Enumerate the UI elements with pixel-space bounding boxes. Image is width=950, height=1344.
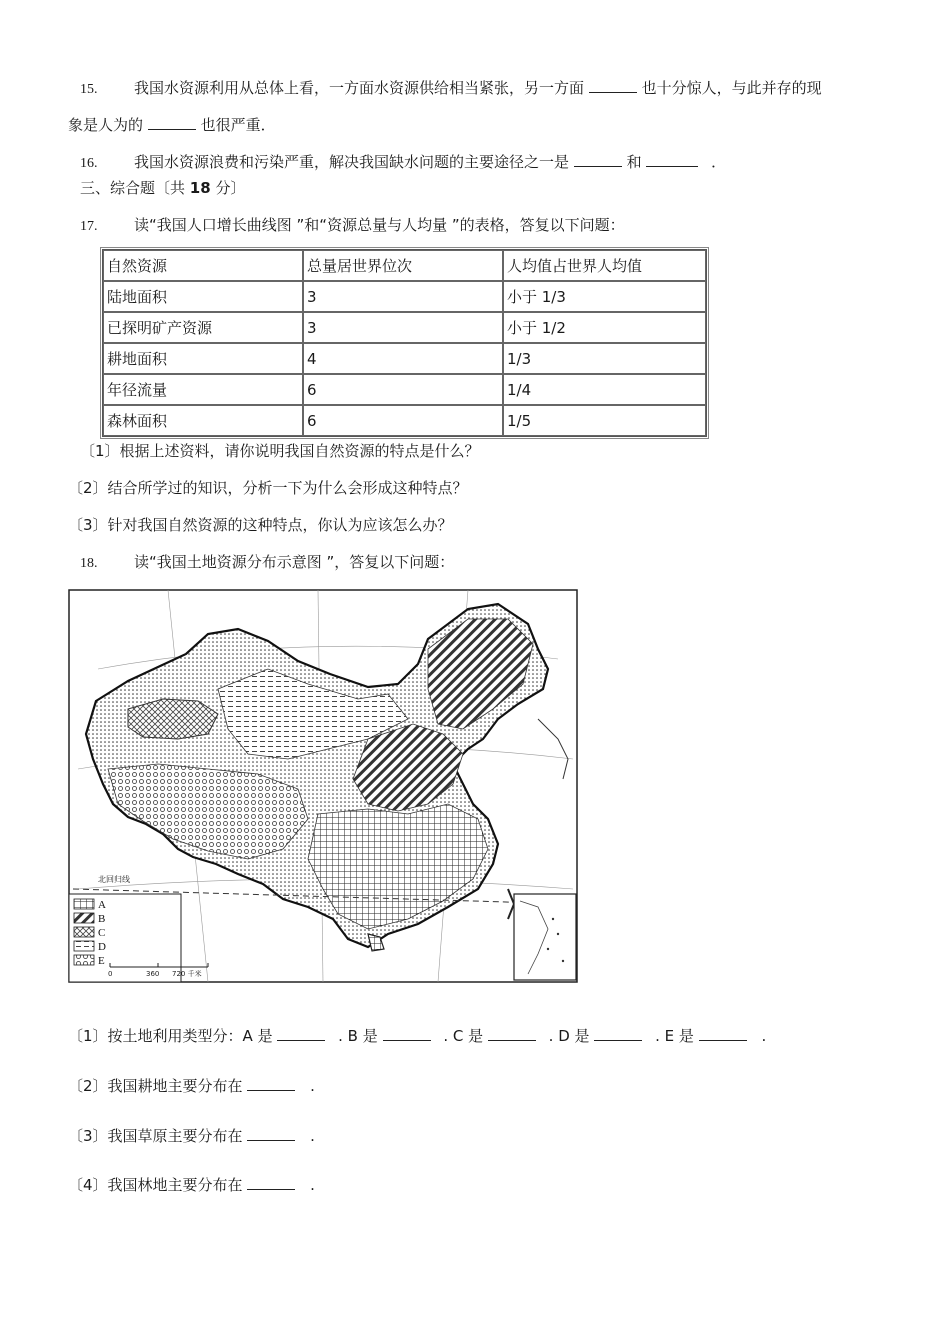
- table-row: [103, 312, 706, 343]
- sub-1-item-c: . C 是: [443, 1027, 484, 1045]
- sub-1-item-d: . D 是: [548, 1027, 590, 1045]
- legend-label-a: A: [98, 899, 106, 911]
- answer-blank[interactable]: [247, 1076, 295, 1091]
- question-16: [80, 152, 726, 174]
- table-header-cell: 自然资源: [103, 250, 303, 281]
- table-row: [103, 281, 706, 312]
- legend-swatches: [74, 899, 94, 965]
- question-16-text-b: 和: [626, 153, 642, 171]
- question-15-number: 15.: [80, 82, 98, 97]
- table-cell: 森林面积: [103, 405, 303, 436]
- legend-swatch-d: [74, 941, 94, 951]
- sub-4-text: 〔4〕我国林地主要分布在: [68, 1176, 243, 1194]
- section-3-label: 三、综合题〔共: [80, 179, 186, 197]
- question-16-number: 16.: [80, 156, 98, 171]
- legend-label-e: E: [98, 955, 105, 967]
- question-16-text-c: ．: [711, 153, 727, 171]
- sub-1-item-e: . E 是: [655, 1027, 694, 1045]
- table-cell: 1/4: [503, 374, 706, 405]
- table-header-cell: 人均值占世界人均值: [503, 250, 706, 281]
- section-3-score: 18: [189, 179, 211, 197]
- table-cell: 1/5: [503, 405, 706, 436]
- table-cell: 6: [303, 405, 503, 436]
- table-cell: 小于 1/3: [503, 281, 706, 312]
- scale-label-0: 0: [108, 970, 113, 978]
- scale-label-720: 720 千米: [172, 970, 202, 978]
- table-row: [103, 343, 706, 374]
- legend-label-c: C: [98, 927, 106, 939]
- table-cell: 4: [303, 343, 503, 374]
- answer-blank[interactable]: [247, 1175, 295, 1190]
- scale-label-360: 360: [146, 970, 160, 978]
- legend-swatch-c: [74, 927, 94, 937]
- sub-3-text: 〔3〕我国草原主要分布在: [68, 1127, 243, 1145]
- table-cell: 已探明矿产资源: [103, 312, 303, 343]
- legend-swatch-b: [74, 913, 94, 923]
- table-header-row: [103, 250, 706, 281]
- question-15-line1: [80, 78, 822, 100]
- legend-swatch-e: [74, 955, 94, 965]
- question-18-number: 18.: [80, 556, 98, 571]
- answer-blank[interactable]: [574, 152, 622, 167]
- region-tarim: [128, 699, 218, 739]
- answer-blank[interactable]: [699, 1026, 747, 1041]
- answer-blank[interactable]: [247, 1126, 295, 1141]
- sub-2-text: 〔2〕我国耕地主要分布在: [68, 1077, 243, 1095]
- china-land-map: [68, 589, 578, 983]
- tropic-label: 北回归线: [98, 875, 130, 884]
- question-18: [80, 552, 454, 574]
- table-cell: 3: [303, 312, 503, 343]
- sub-2-end: .: [310, 1077, 315, 1095]
- question-15-text-d: 也很严重．: [200, 116, 276, 134]
- question-15-line2: [68, 115, 276, 135]
- question-17-number: 17.: [80, 219, 98, 234]
- table-row: [103, 405, 706, 436]
- question-15-text-c: 象是人为的: [68, 116, 144, 134]
- question-15-text-b: 也十分惊人，与此并存的现: [641, 79, 822, 97]
- legend-swatch-a: [74, 899, 94, 909]
- table-cell: 3: [303, 281, 503, 312]
- answer-blank[interactable]: [277, 1026, 325, 1041]
- sub-1-item-b: . B 是: [338, 1027, 378, 1045]
- question-15-text-a: 我国水资源利用从总体上看，一方面水资源供给相当紧张，另一方面: [134, 79, 585, 97]
- question-17-sub-3: 〔3〕针对我国自然资源的这种特点，你认为应该怎么办？: [68, 516, 453, 534]
- answer-blank[interactable]: [148, 115, 196, 130]
- answer-blank[interactable]: [646, 152, 698, 167]
- question-18-sub-1: [68, 1026, 766, 1046]
- answer-blank[interactable]: [488, 1026, 536, 1041]
- sub-4-end: .: [310, 1176, 315, 1194]
- question-18-sub-3: [68, 1126, 315, 1146]
- answer-blank[interactable]: [594, 1026, 642, 1041]
- table-cell: 耕地面积: [103, 343, 303, 374]
- sub-1-prefix: 〔1〕按土地利用类型分：: [68, 1027, 243, 1045]
- land-resource-map: [68, 589, 578, 983]
- answer-blank[interactable]: [589, 78, 637, 93]
- question-17: [80, 215, 625, 237]
- section-3-unit: 分〕: [215, 179, 246, 197]
- table-cell: 年径流量: [103, 374, 303, 405]
- resource-table: [102, 249, 707, 437]
- table-cell: 陆地面积: [103, 281, 303, 312]
- section-3-heading: [80, 178, 245, 198]
- sub-1-end: .: [761, 1027, 767, 1045]
- question-17-text: 读“我国人口增长曲线图 ”和“资源总量与人均量 ”的表格，答复以下问题：: [134, 216, 625, 234]
- table-cell: 小于 1/2: [503, 312, 706, 343]
- answer-blank[interactable]: [383, 1026, 431, 1041]
- question-18-text: 读“我国土地资源分布示意图 ”，答复以下问题：: [134, 553, 455, 571]
- question-18-sub-4: [68, 1175, 315, 1195]
- table-row: [103, 374, 706, 405]
- question-17-sub-2: 〔2〕结合所学过的知识，分析一下为什么会形成这种特点？: [68, 479, 468, 497]
- question-18-sub-2: [68, 1076, 315, 1096]
- table-cell: 6: [303, 374, 503, 405]
- sub-3-end: .: [310, 1127, 315, 1145]
- legend-label-b: B: [98, 913, 106, 925]
- legend-label-d: D: [98, 941, 106, 953]
- table-header-cell: 总量居世界位次: [303, 250, 503, 281]
- sub-1-item-a: A 是: [242, 1027, 273, 1045]
- table-cell: 1/3: [503, 343, 706, 374]
- question-16-text-a: 我国水资源浪费和污染严重，解决我国缺水问题的主要途径之一是: [134, 153, 570, 171]
- question-17-sub-1: 〔1〕根据上述资料，请你说明我国自然资源的特点是什么？: [80, 442, 480, 460]
